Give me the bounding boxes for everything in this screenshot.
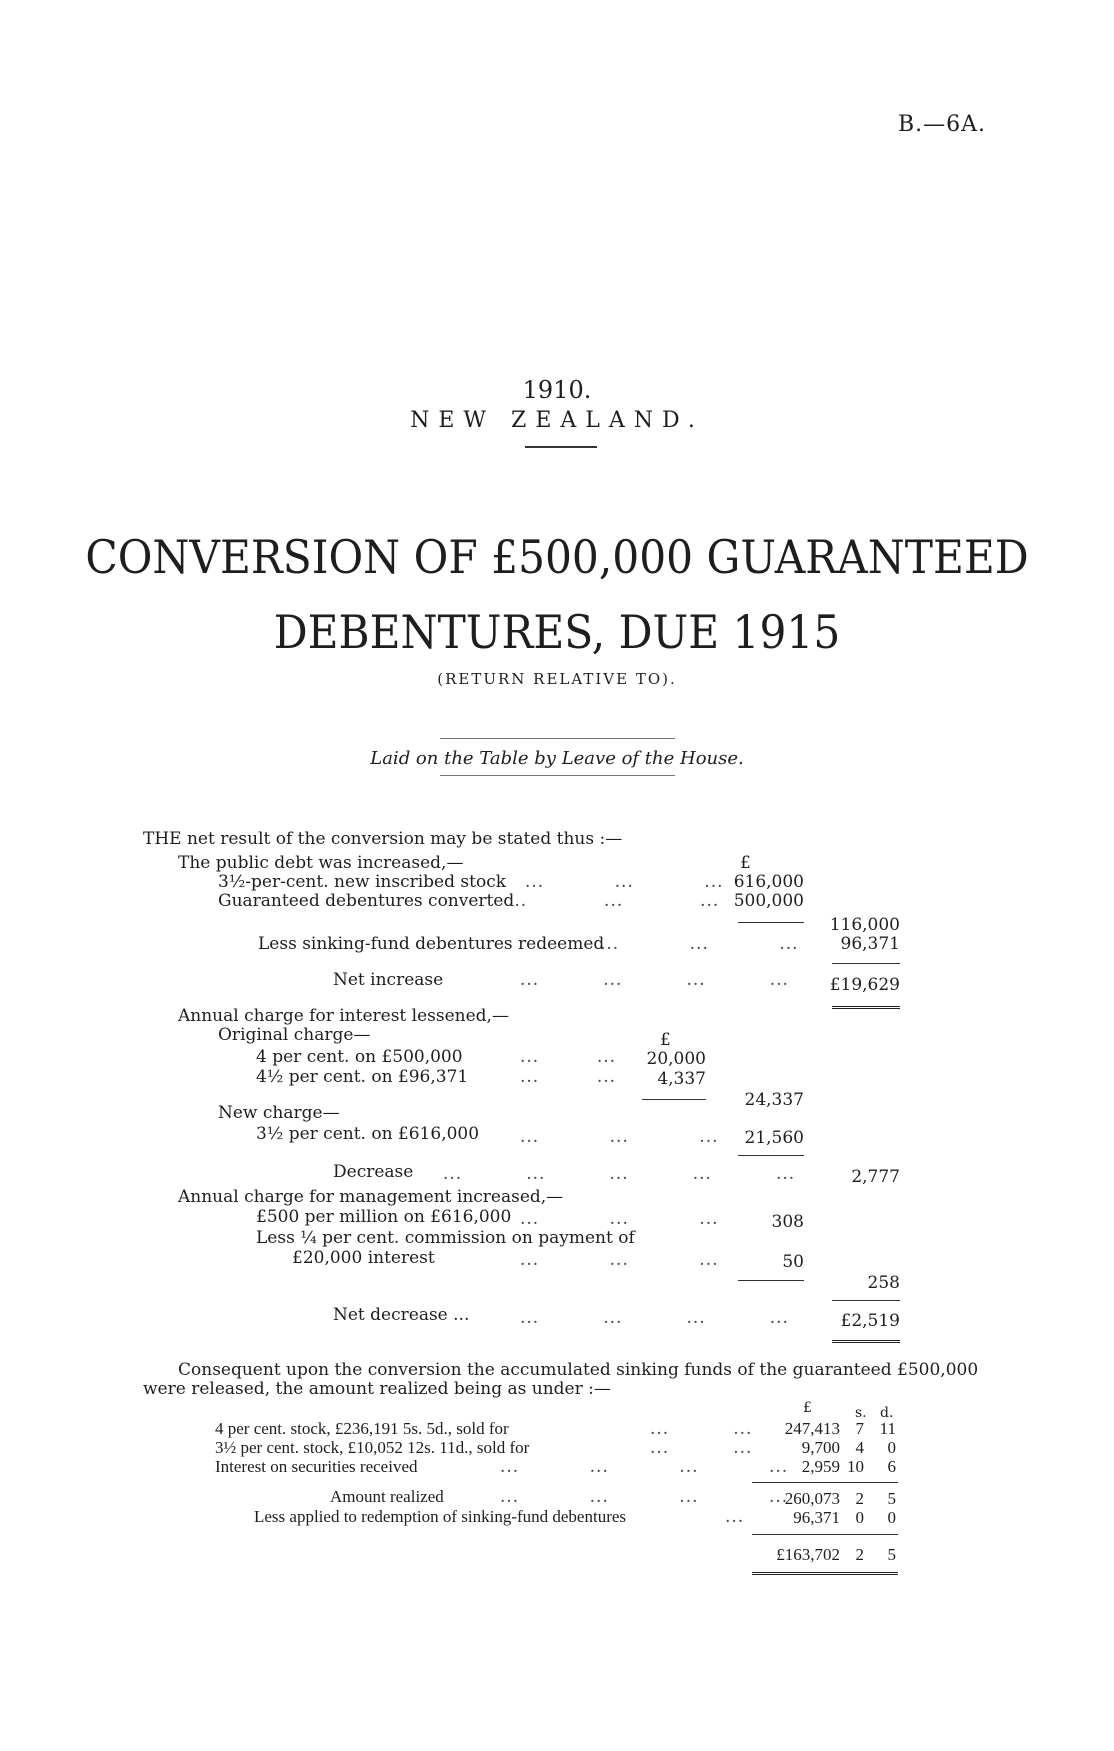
leader-dots: ... [725, 1507, 745, 1527]
sum-rule [738, 1155, 804, 1156]
management-row-2-label-b: £20,000 interest [292, 1248, 435, 1268]
management-row-1-value: 308 [771, 1212, 804, 1232]
laid-on-table-note: Laid on the Table by Leave of the House. [370, 748, 744, 769]
public-debt-row-2-label: Guaranteed debentures converted [218, 891, 515, 911]
total-double-rule [832, 1006, 900, 1009]
currency-symbol: £ [740, 853, 751, 873]
net-decrease-value: £2,519 [840, 1311, 900, 1331]
sinking-paragraph-line-2: were released, the amount realized being as under :— [143, 1379, 611, 1399]
total-shillings: 2 [855, 1545, 864, 1564]
sinking-row-1-pounds: 247,413 [784, 1419, 840, 1438]
column-header-pence: d. [880, 1405, 894, 1421]
sinking-row-3-pounds: 2,959 [801, 1457, 840, 1476]
total-pence: 5 [887, 1545, 896, 1564]
intro-text: THE net result of the conversion may be stated thus :— [143, 829, 623, 849]
document-subtitle: (RETURN RELATIVE TO). [437, 670, 677, 688]
sinking-row-1-label: 4 per cent. stock, £236,191 5s. 5d., sold for [215, 1419, 509, 1438]
column-header-shillings: s. [855, 1405, 867, 1421]
leader-dots: ... ... [650, 1419, 753, 1439]
less-applied-shillings: 0 [855, 1508, 864, 1527]
amount-realized-shillings: 2 [855, 1489, 864, 1508]
decrease-value: 2,777 [851, 1167, 900, 1187]
sinking-row-3-shillings: 10 [847, 1457, 864, 1476]
sum-rule [738, 922, 804, 923]
sum-rule [752, 1534, 898, 1535]
sinking-row-2-label: 3½ per cent. stock, £10,052 12s. 11d., sold for [215, 1438, 530, 1457]
net-increase-value: £19,629 [829, 975, 900, 995]
divider [440, 775, 675, 776]
sinking-row-2-pence: 0 [887, 1438, 896, 1457]
leader-dots: ... ... ... ... [500, 1457, 789, 1477]
less-sinking-fund-value: 96,371 [840, 934, 900, 954]
less-sinking-fund-label: Less sinking-fund debentures redeemed [258, 934, 605, 954]
interest-row-1-label: 4 per cent. on £500,000 [256, 1047, 463, 1067]
leader-dots: ... ... [520, 1067, 617, 1087]
country-heading: NEW ZEALAND. [410, 408, 704, 433]
interest-row-1-value: 20,000 [646, 1049, 706, 1069]
management-net-value: 258 [867, 1273, 900, 1293]
divider [440, 738, 675, 739]
original-charge-heading: Original charge— [218, 1025, 371, 1045]
amount-realized-pence: 5 [887, 1489, 896, 1508]
leader-dots: ... ... ... [520, 1209, 719, 1229]
sinking-row-2-pounds: 9,700 [801, 1438, 840, 1457]
less-applied-pence: 0 [887, 1508, 896, 1527]
public-debt-heading: The public debt was increased,— [178, 853, 464, 873]
public-debt-difference: 116,000 [829, 915, 900, 935]
sinking-row-1-shillings: 7 [855, 1419, 864, 1438]
public-debt-row-1-value: 616,000 [733, 872, 804, 892]
leader-dots: ... ... ... ... [520, 1308, 789, 1328]
sum-rule [752, 1482, 898, 1483]
interest-row-2-value: 4,337 [657, 1069, 706, 1089]
public-debt-row-1-label: 3½-per-cent. new inscribed stock [218, 872, 507, 892]
sinking-row-3-pence: 6 [887, 1457, 896, 1476]
less-applied-pounds: 96,371 [793, 1508, 840, 1527]
total-double-rule [832, 1340, 900, 1343]
leader-dots: ... ... ... [600, 934, 799, 954]
less-applied-label: Less applied to redemption of sinking-fund debentures [254, 1507, 627, 1526]
sum-rule [738, 1280, 804, 1281]
leader-dots: ... ... [520, 1047, 617, 1067]
leader-dots: ... ... [650, 1438, 753, 1458]
leader-dots: ... ... ... [520, 1250, 719, 1270]
leader-dots: ... ... ... ... ... [443, 1164, 796, 1184]
leader-dots: ... ... ... [520, 1127, 719, 1147]
document-title-line-2: DEBENTURES, DUE 1915 [273, 605, 841, 659]
column-header-pounds: £ [803, 1400, 812, 1416]
interest-row-2-label: 4½ per cent. on £96,371 [256, 1067, 469, 1087]
net-decrease-label: Net decrease ... [333, 1305, 470, 1325]
sum-rule [832, 1300, 900, 1301]
sum-rule [832, 963, 900, 964]
publication-year: 1910. [522, 376, 592, 404]
decrease-label: Decrease [333, 1162, 414, 1182]
sinking-row-3-label: Interest on securities received [215, 1457, 418, 1476]
sinking-row-2-shillings: 4 [855, 1438, 864, 1457]
amount-realized-pounds: 260,073 [784, 1489, 840, 1508]
sinking-row-1-pence: 11 [879, 1419, 896, 1438]
leader-dots: ... ... ... [525, 872, 724, 892]
net-increase-label: Net increase [333, 970, 444, 990]
original-charge-total: 24,337 [744, 1090, 804, 1110]
total-pounds: £163,702 [776, 1545, 840, 1564]
new-charge-label: 3½ per cent. on £616,000 [256, 1124, 480, 1144]
total-double-rule [752, 1572, 898, 1575]
leader-dots: ... ... ... ... [500, 1487, 789, 1507]
management-heading: Annual charge for management increased,— [178, 1187, 564, 1207]
management-row-2-value: 50 [782, 1252, 804, 1272]
divider [525, 446, 597, 448]
public-debt-row-2-value: 500,000 [733, 891, 804, 911]
amount-realized-label: Amount realized [330, 1487, 444, 1506]
management-row-2-label-a: Less ¼ per cent. commission on payment of [256, 1228, 635, 1248]
new-charge-heading: New charge— [218, 1103, 340, 1123]
new-charge-value: 21,560 [744, 1128, 804, 1148]
management-row-1-label: £500 per million on £616,000 [256, 1207, 512, 1227]
currency-symbol: £ [660, 1030, 671, 1050]
sum-rule [642, 1099, 706, 1100]
interest-heading: Annual charge for interest lessened,— [178, 1006, 509, 1026]
leader-dots: ... ... ... ... [520, 970, 789, 990]
document-title-line-1: CONVERSION OF £500,000 GUARANTEED [85, 530, 1029, 584]
sinking-paragraph-line-1: Consequent upon the conversion the accumulated sinking funds of the guaranteed £500,000 [178, 1360, 979, 1380]
leader-dots: ... ... ... [508, 891, 720, 911]
document-reference: B.—6A. [897, 112, 986, 137]
